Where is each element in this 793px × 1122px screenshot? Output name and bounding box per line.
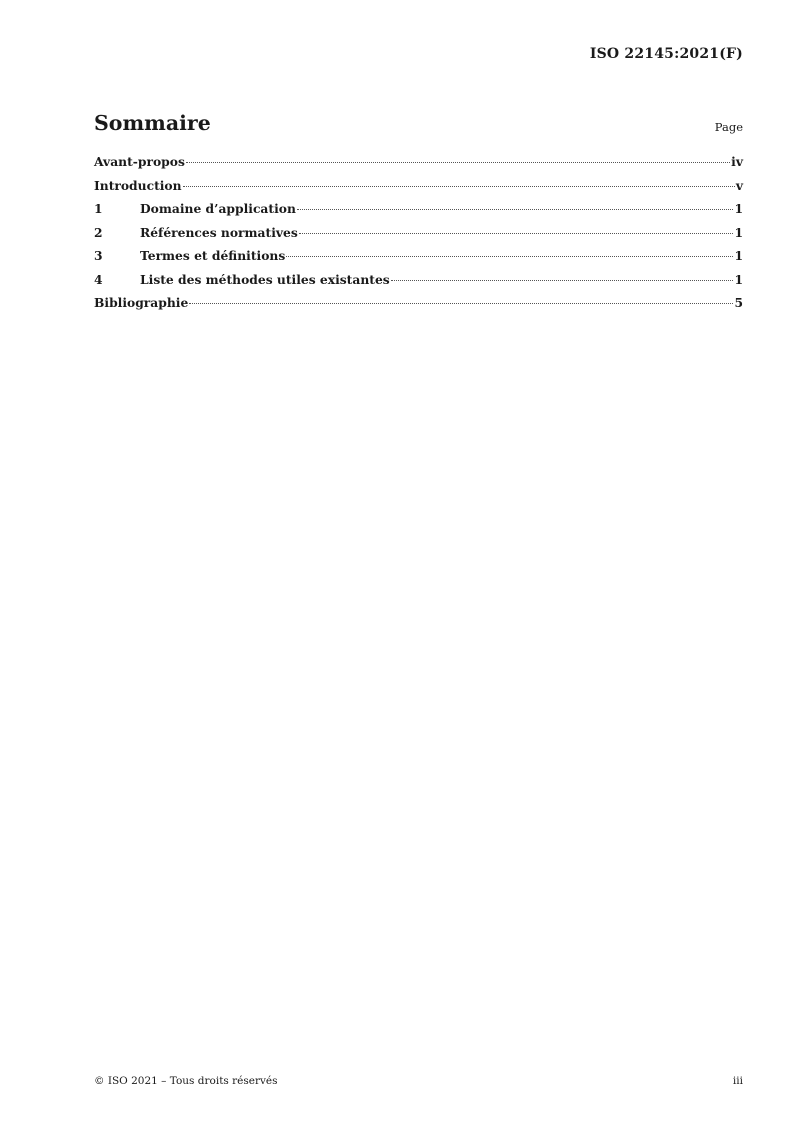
toc-leader-dots: [299, 233, 734, 234]
toc-entry-domaine-application[interactable]: [94, 201, 743, 225]
toc-entry-label: Avant-propos: [94, 154, 185, 169]
toc-entry-label: Domaine d’application: [140, 201, 296, 216]
toc-entry-label: Références normatives: [140, 224, 298, 240]
toc-entry-liste-methodes[interactable]: [94, 272, 743, 296]
toc-entry-termes-definitions[interactable]: [94, 248, 743, 272]
toc-leader-dots: [286, 256, 733, 257]
toc-entry-page: 1: [734, 201, 743, 216]
toc-entry-avant-propos[interactable]: [94, 154, 743, 178]
toc-entry-label: Liste des méthodes utiles existantes: [140, 271, 390, 287]
toc-entry-label: Termes et définitions: [140, 248, 286, 263]
toc-entry-page: iv: [731, 154, 743, 169]
toc-entry-number: 3: [94, 248, 103, 263]
toc-leader-dots: [186, 162, 730, 163]
toc-entry-introduction[interactable]: [94, 178, 743, 202]
page-column-label: Page: [714, 120, 743, 134]
footer-page-number: iii: [732, 1075, 743, 1087]
toc-entry-page: 5: [734, 295, 743, 310]
toc-entry-page: 1: [734, 224, 743, 240]
toc-leader-dots: [189, 303, 733, 304]
toc-entry-references-normatives[interactable]: [94, 225, 743, 249]
toc-leader-dots: [391, 280, 734, 281]
footer-copyright: © ISO 2021 – Tous droits réservés: [94, 1075, 278, 1087]
toc-entry-bibliographie[interactable]: [94, 295, 743, 319]
toc-entry-number: 1: [94, 201, 103, 216]
toc-heading: Sommaire: [94, 111, 211, 135]
table-of-contents: [94, 154, 743, 319]
toc-entry-page: v: [735, 177, 743, 193]
toc-entry-page: 1: [734, 248, 743, 263]
toc-entry-page: 1: [734, 271, 743, 287]
toc-entry-number: 2: [94, 224, 103, 240]
document-id: ISO 22145:2021(F): [589, 46, 743, 62]
toc-entry-label: Bibliographie: [94, 295, 189, 310]
toc-leader-dots: [183, 186, 735, 187]
toc-leader-dots: [297, 209, 734, 210]
toc-entry-label: Introduction: [94, 177, 182, 193]
toc-entry-number: 4: [94, 271, 103, 287]
